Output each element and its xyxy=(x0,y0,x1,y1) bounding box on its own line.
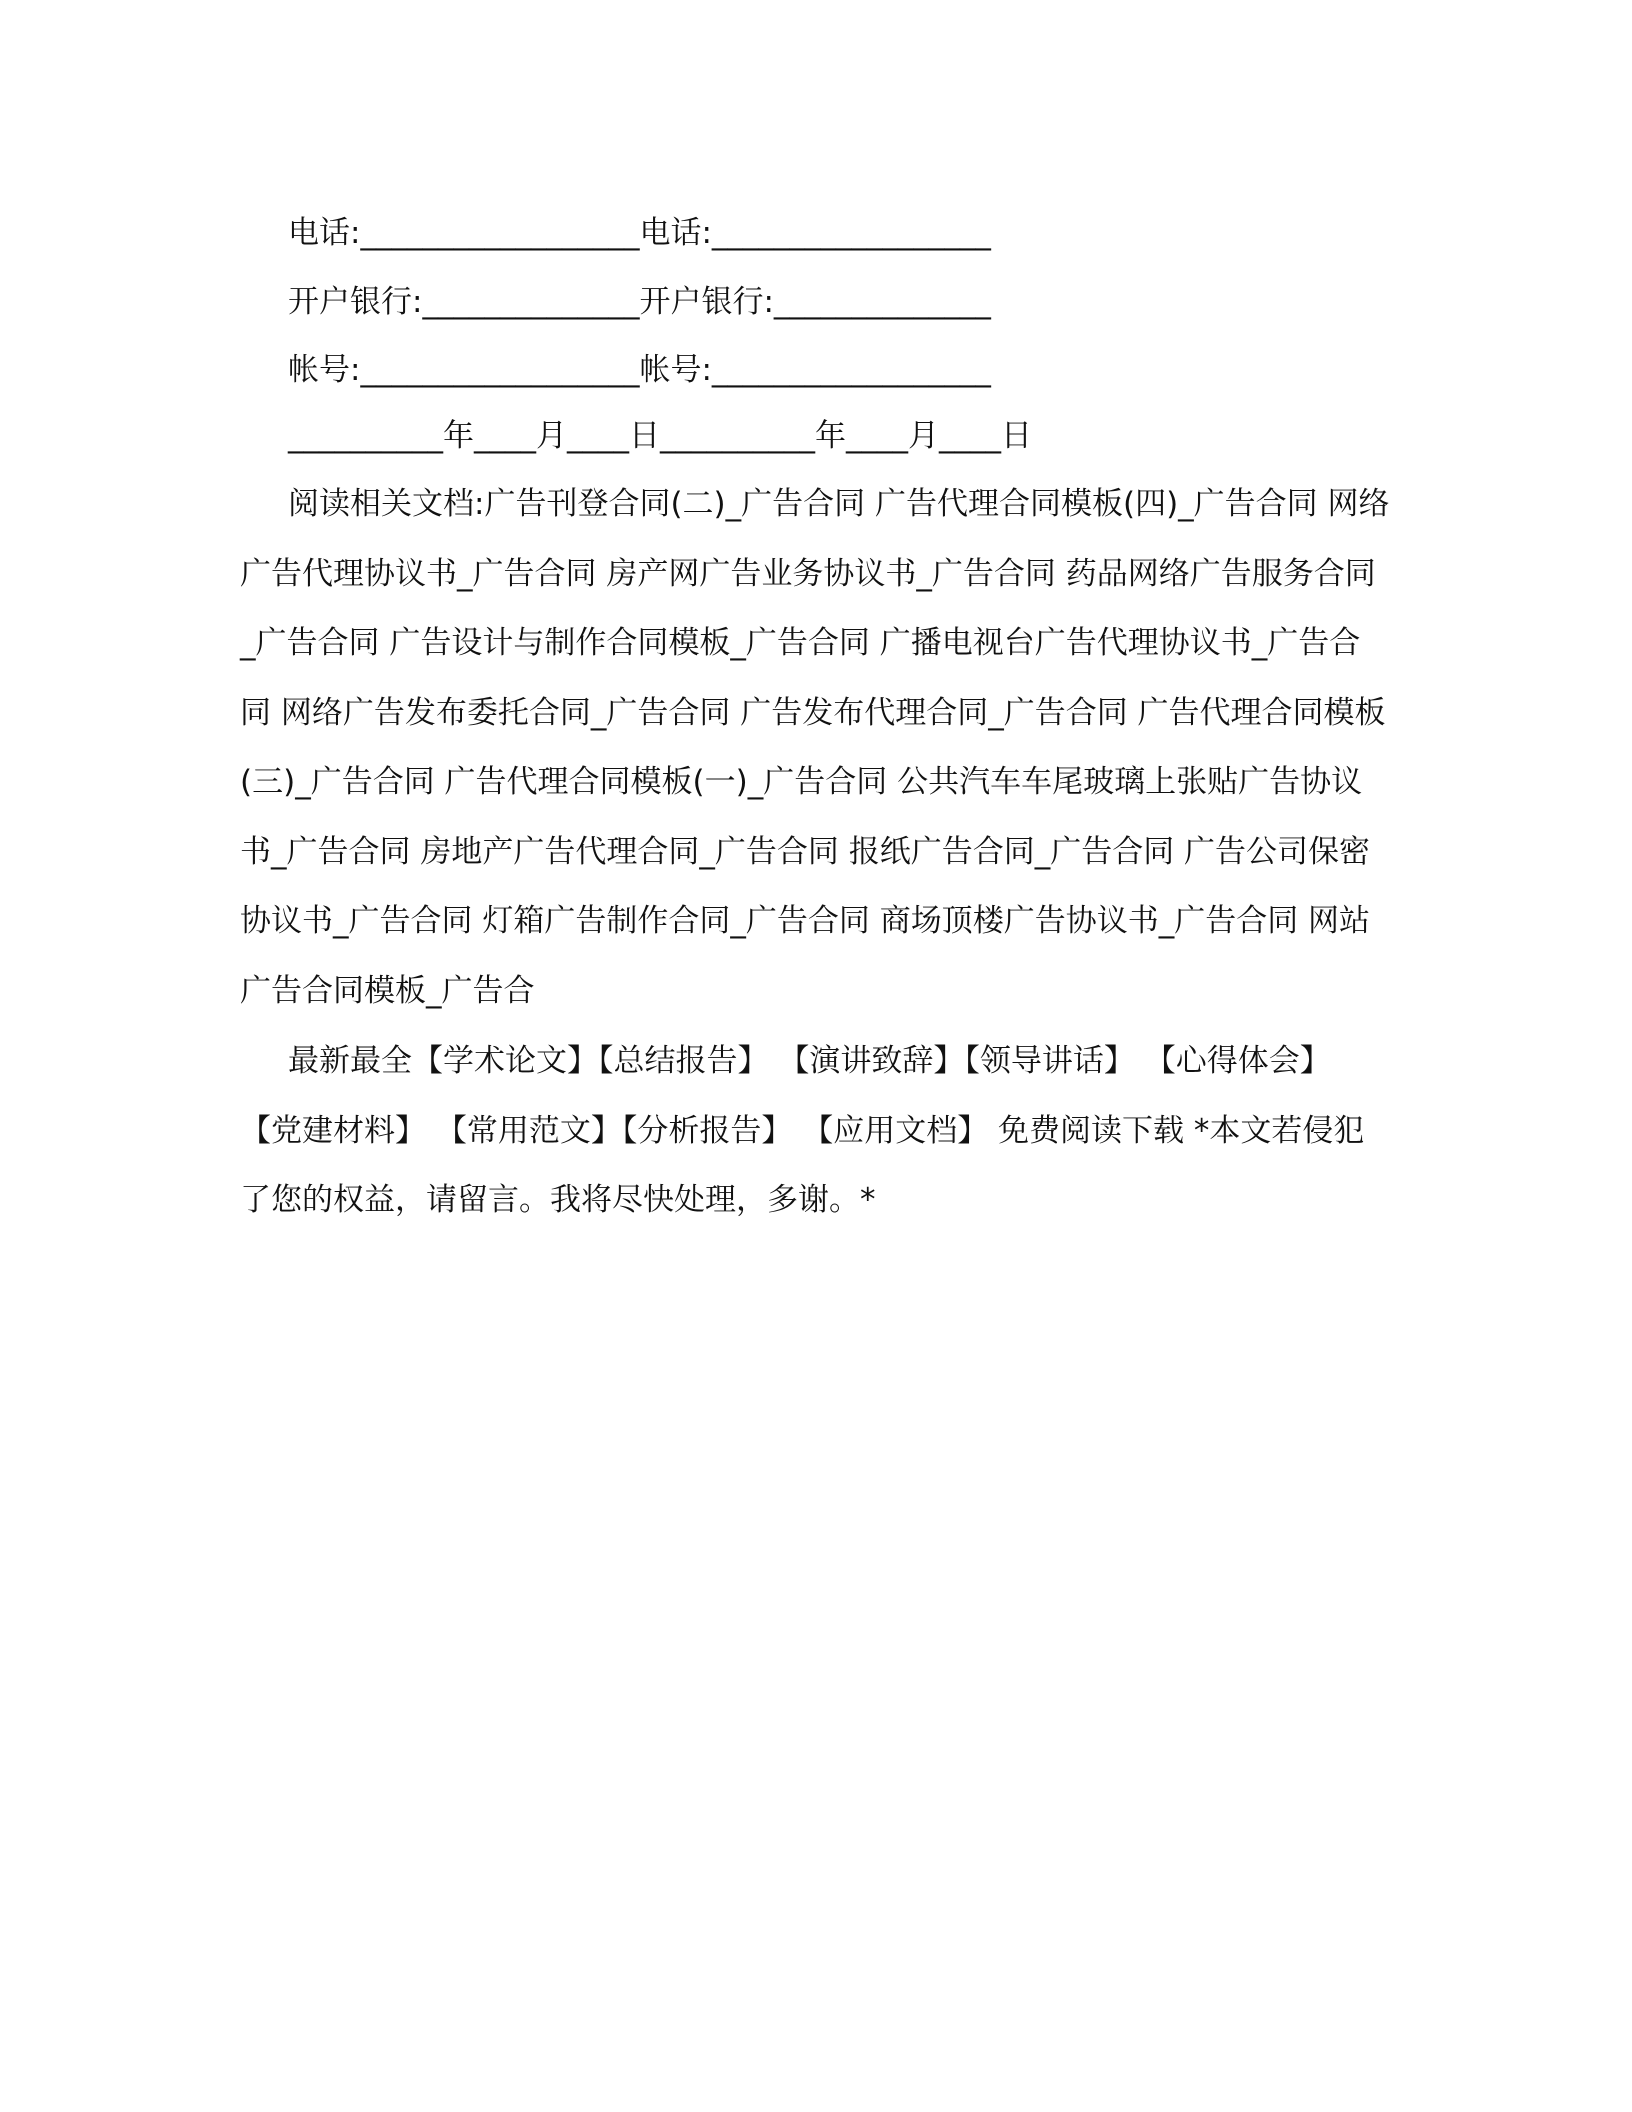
latest-notice-paragraph: 最新最全【学术论文】【总结报告】 【演讲致辞】【领导讲话】 【心得体会】 【党建材料】 【常用范文】【分析报告】 【应用文档】 免费阅读下载 *本文若侵犯了您的权益，请留言。我将尽快处理，多谢。* xyxy=(240,1043,1365,1218)
account-field-line: 帐号:__________________帐号:__________________ xyxy=(288,352,991,388)
related-documents-paragraph: 阅读相关文档:广告刊登合同(二)_广告合同 广告代理合同模板(四)_广告合同 网络广告代理协议书_广告合同 房产网广告业务协议书_广告合同 药品网络广告服务合同_广告合同 广告设计与制作合同模板_广告合同 广播电视台广告代理协议书_广告合同 网络广告发布委托合同_广告合同 广告发布代理合同_广告合同 广告代理合同模板(三)_广告合同 广告代理合同模板(一)_广告合同 公共汽车车尾玻璃上张贴广告协议书_广告合同 房地产广告代理合同_广告合同 报纸广告合同_广告合同 广告公司保密协议书_广告合同 灯箱广告制作合同_广告合同 商场顶楼广告协议书_广告合同 网站广告合同模板_广告合 xyxy=(240,486,1390,1009)
date-field-line: __________年____月____日__________年____月____日 xyxy=(288,418,1032,454)
bank-field-line: 开户银行:______________开户银行:______________ xyxy=(288,284,991,320)
phone-field-line: 电话:__________________电话:__________________ xyxy=(288,215,991,251)
